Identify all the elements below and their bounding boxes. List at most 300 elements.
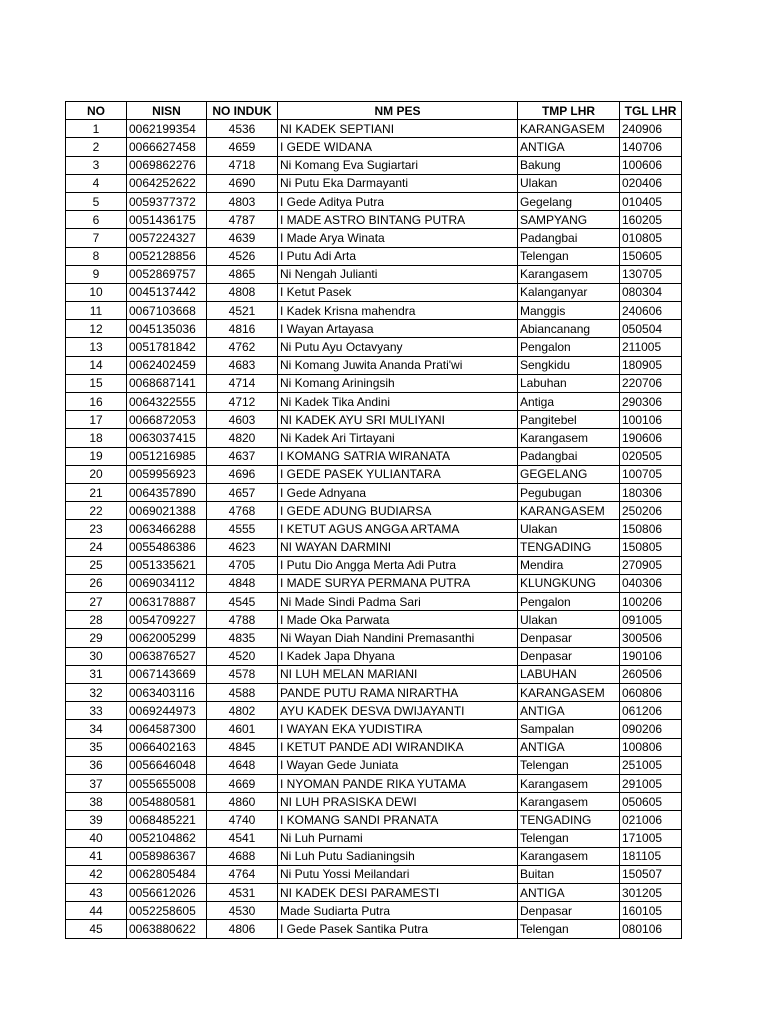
cell-tmp-lhr: Telengan xyxy=(518,829,620,847)
cell-no: 7 xyxy=(66,229,127,247)
cell-no-induk: 4806 xyxy=(207,920,278,938)
cell-tgl-lhr: 240906 xyxy=(620,120,682,138)
cell-no-induk: 4705 xyxy=(207,556,278,574)
table-row xyxy=(66,192,682,210)
cell-no: 36 xyxy=(66,756,127,774)
cell-nisn: 0055655008 xyxy=(127,774,207,792)
cell-nm-pes: AYU KADEK DESVA DWIJAYANTI xyxy=(278,702,518,720)
cell-nm-pes: I Gede Aditya Putra xyxy=(278,192,518,210)
table-row xyxy=(66,574,682,592)
table-row xyxy=(66,593,682,611)
table-row xyxy=(66,411,682,429)
cell-no: 32 xyxy=(66,684,127,702)
cell-tmp-lhr: Ulakan xyxy=(518,520,620,538)
cell-nisn: 0052104862 xyxy=(127,829,207,847)
cell-tgl-lhr: 290306 xyxy=(620,393,682,411)
cell-no-induk: 4520 xyxy=(207,647,278,665)
cell-tgl-lhr: 010405 xyxy=(620,192,682,210)
table-row xyxy=(66,738,682,756)
table-row xyxy=(66,647,682,665)
cell-tgl-lhr: 251005 xyxy=(620,756,682,774)
cell-nisn: 0064587300 xyxy=(127,720,207,738)
cell-tmp-lhr: Pengalon xyxy=(518,593,620,611)
cell-no-induk: 4688 xyxy=(207,847,278,865)
cell-no-induk: 4536 xyxy=(207,120,278,138)
cell-nm-pes: NI KADEK SEPTIANI xyxy=(278,120,518,138)
cell-no-induk: 4714 xyxy=(207,374,278,392)
cell-nisn: 0056646048 xyxy=(127,756,207,774)
cell-no-induk: 4787 xyxy=(207,211,278,229)
cell-tmp-lhr: Karangasem xyxy=(518,793,620,811)
table-row xyxy=(66,356,682,374)
cell-tmp-lhr: ANTIGA xyxy=(518,884,620,902)
cell-no: 13 xyxy=(66,338,127,356)
cell-no: 33 xyxy=(66,702,127,720)
cell-no: 29 xyxy=(66,629,127,647)
cell-no: 37 xyxy=(66,774,127,792)
cell-tgl-lhr: 150806 xyxy=(620,520,682,538)
cell-tgl-lhr: 060806 xyxy=(620,684,682,702)
cell-no: 39 xyxy=(66,811,127,829)
table-row xyxy=(66,211,682,229)
cell-no-induk: 4659 xyxy=(207,138,278,156)
cell-tmp-lhr: Denpasar xyxy=(518,647,620,665)
cell-tmp-lhr: Buitan xyxy=(518,865,620,883)
cell-nisn: 0051436175 xyxy=(127,211,207,229)
table-row xyxy=(66,283,682,301)
cell-tgl-lhr: 100106 xyxy=(620,411,682,429)
cell-nm-pes: I Gede Adnyana xyxy=(278,483,518,501)
cell-nisn: 0059377372 xyxy=(127,192,207,210)
cell-no: 35 xyxy=(66,738,127,756)
cell-nm-pes: I GEDE ADUNG BUDIARSA xyxy=(278,502,518,520)
cell-tgl-lhr: 020406 xyxy=(620,174,682,192)
cell-nm-pes: I Gede Pasek Santika Putra xyxy=(278,920,518,938)
cell-nm-pes: I GEDE PASEK YULIANTARA xyxy=(278,465,518,483)
cell-tmp-lhr: Gegelang xyxy=(518,192,620,210)
header-nm-pes: NM PES xyxy=(278,102,518,120)
cell-no-induk: 4865 xyxy=(207,265,278,283)
cell-no: 30 xyxy=(66,647,127,665)
cell-tmp-lhr: Karangasem xyxy=(518,265,620,283)
cell-nisn: 0068485221 xyxy=(127,811,207,829)
cell-no: 6 xyxy=(66,211,127,229)
cell-no-induk: 4530 xyxy=(207,902,278,920)
cell-tmp-lhr: Karangasem xyxy=(518,774,620,792)
cell-nm-pes: Ni Putu Yossi Meilandari xyxy=(278,865,518,883)
cell-tgl-lhr: 020505 xyxy=(620,447,682,465)
cell-tgl-lhr: 291005 xyxy=(620,774,682,792)
cell-nisn: 0063466288 xyxy=(127,520,207,538)
table-row xyxy=(66,847,682,865)
cell-tgl-lhr: 220706 xyxy=(620,374,682,392)
table-row xyxy=(66,138,682,156)
cell-nisn: 0064322555 xyxy=(127,393,207,411)
cell-nm-pes: I NYOMAN PANDE RIKA YUTAMA xyxy=(278,774,518,792)
cell-tgl-lhr: 040306 xyxy=(620,574,682,592)
table-row xyxy=(66,811,682,829)
cell-no-induk: 4808 xyxy=(207,283,278,301)
cell-nisn: 0054880581 xyxy=(127,793,207,811)
cell-no: 24 xyxy=(66,538,127,556)
cell-tgl-lhr: 050504 xyxy=(620,320,682,338)
cell-tmp-lhr: Denpasar xyxy=(518,629,620,647)
cell-tmp-lhr: LABUHAN xyxy=(518,665,620,683)
cell-tgl-lhr: 160205 xyxy=(620,211,682,229)
cell-tmp-lhr: Padangbai xyxy=(518,447,620,465)
table-row xyxy=(66,702,682,720)
cell-nm-pes: I Putu Dio Angga Merta Adi Putra xyxy=(278,556,518,574)
cell-nm-pes: I Ketut Pasek xyxy=(278,283,518,301)
cell-tmp-lhr: SAMPYANG xyxy=(518,211,620,229)
cell-tmp-lhr: ANTIGA xyxy=(518,138,620,156)
table-row xyxy=(66,793,682,811)
cell-nm-pes: I KOMANG SANDI PRANATA xyxy=(278,811,518,829)
cell-no-induk: 4669 xyxy=(207,774,278,792)
cell-nm-pes: NI LUH MELAN MARIANI xyxy=(278,665,518,683)
cell-nm-pes: NI LUH PRASISKA DEWI xyxy=(278,793,518,811)
table-row xyxy=(66,338,682,356)
cell-tmp-lhr: Pangitebel xyxy=(518,411,620,429)
cell-nm-pes: Ni Komang Ariningsih xyxy=(278,374,518,392)
cell-tmp-lhr: Antiga xyxy=(518,393,620,411)
cell-no: 25 xyxy=(66,556,127,574)
cell-no-induk: 4820 xyxy=(207,429,278,447)
cell-no: 21 xyxy=(66,483,127,501)
cell-no-induk: 4526 xyxy=(207,247,278,265)
cell-tmp-lhr: Telengan xyxy=(518,756,620,774)
cell-tmp-lhr: Padangbai xyxy=(518,229,620,247)
cell-nisn: 0057224327 xyxy=(127,229,207,247)
cell-tmp-lhr: ANTIGA xyxy=(518,738,620,756)
cell-tgl-lhr: 150507 xyxy=(620,865,682,883)
cell-nisn: 0052258605 xyxy=(127,902,207,920)
cell-no: 34 xyxy=(66,720,127,738)
cell-tgl-lhr: 100705 xyxy=(620,465,682,483)
cell-no-induk: 4788 xyxy=(207,611,278,629)
cell-nm-pes: I Made Oka Parwata xyxy=(278,611,518,629)
cell-nm-pes: I KOMANG SATRIA WIRANATA xyxy=(278,447,518,465)
header-tgl-lhr: TGL LHR xyxy=(620,102,682,120)
cell-no-induk: 4521 xyxy=(207,302,278,320)
cell-no-induk: 4639 xyxy=(207,229,278,247)
cell-tmp-lhr: Karangasem xyxy=(518,429,620,447)
cell-nm-pes: NI KADEK DESI PARAMESTI xyxy=(278,884,518,902)
cell-nisn: 0062402459 xyxy=(127,356,207,374)
cell-tgl-lhr: 100606 xyxy=(620,156,682,174)
header-nisn: NISN xyxy=(127,102,207,120)
cell-tgl-lhr: 010805 xyxy=(620,229,682,247)
table-row xyxy=(66,374,682,392)
table-row xyxy=(66,665,682,683)
cell-no: 28 xyxy=(66,611,127,629)
cell-nm-pes: I Wayan Gede Juniata xyxy=(278,756,518,774)
cell-tmp-lhr: Manggis xyxy=(518,302,620,320)
cell-nm-pes: I KETUT PANDE ADI WIRANDIKA xyxy=(278,738,518,756)
table-row xyxy=(66,302,682,320)
cell-no: 27 xyxy=(66,593,127,611)
cell-tgl-lhr: 190606 xyxy=(620,429,682,447)
cell-no-induk: 4848 xyxy=(207,574,278,592)
cell-nm-pes: NI KADEK AYU SRI MULIYANI xyxy=(278,411,518,429)
cell-nisn: 0063880622 xyxy=(127,920,207,938)
cell-nisn: 0067143669 xyxy=(127,665,207,683)
cell-no: 19 xyxy=(66,447,127,465)
student-table xyxy=(65,101,682,939)
cell-no-induk: 4648 xyxy=(207,756,278,774)
cell-tmp-lhr: Sampalan xyxy=(518,720,620,738)
cell-tgl-lhr: 090206 xyxy=(620,720,682,738)
cell-no-induk: 4683 xyxy=(207,356,278,374)
cell-tmp-lhr: Karangasem xyxy=(518,847,620,865)
cell-no-induk: 4657 xyxy=(207,483,278,501)
table-row xyxy=(66,447,682,465)
cell-no-induk: 4718 xyxy=(207,156,278,174)
cell-no-induk: 4601 xyxy=(207,720,278,738)
cell-nisn: 0066402163 xyxy=(127,738,207,756)
cell-nm-pes: Ni Made Sindi Padma Sari xyxy=(278,593,518,611)
cell-tgl-lhr: 140706 xyxy=(620,138,682,156)
table-row xyxy=(66,829,682,847)
cell-no-induk: 4545 xyxy=(207,593,278,611)
table-row xyxy=(66,720,682,738)
cell-no: 26 xyxy=(66,574,127,592)
cell-tgl-lhr: 100806 xyxy=(620,738,682,756)
cell-nm-pes: I GEDE WIDANA xyxy=(278,138,518,156)
cell-no-induk: 4762 xyxy=(207,338,278,356)
cell-no: 5 xyxy=(66,192,127,210)
cell-no-induk: 4555 xyxy=(207,520,278,538)
table-row xyxy=(66,156,682,174)
cell-no-induk: 4768 xyxy=(207,502,278,520)
cell-nisn: 0051216985 xyxy=(127,447,207,465)
header-tmp-lhr: TMP LHR xyxy=(518,102,620,120)
cell-tgl-lhr: 150805 xyxy=(620,538,682,556)
cell-nisn: 0045135036 xyxy=(127,320,207,338)
cell-no-induk: 4740 xyxy=(207,811,278,829)
table-row xyxy=(66,393,682,411)
cell-tmp-lhr: TENGADING xyxy=(518,811,620,829)
cell-nm-pes: I KETUT AGUS ANGGA ARTAMA xyxy=(278,520,518,538)
cell-no: 43 xyxy=(66,884,127,902)
cell-nm-pes: I Kadek Krisna mahendra xyxy=(278,302,518,320)
cell-tgl-lhr: 050605 xyxy=(620,793,682,811)
cell-no: 11 xyxy=(66,302,127,320)
cell-nisn: 0058986367 xyxy=(127,847,207,865)
cell-tgl-lhr: 250206 xyxy=(620,502,682,520)
cell-nisn: 0067103668 xyxy=(127,302,207,320)
cell-no-induk: 4802 xyxy=(207,702,278,720)
cell-tmp-lhr: GEGELANG xyxy=(518,465,620,483)
cell-tmp-lhr: Ulakan xyxy=(518,611,620,629)
cell-tmp-lhr: Telengan xyxy=(518,247,620,265)
cell-nisn: 0064252622 xyxy=(127,174,207,192)
cell-nm-pes: Ni Wayan Diah Nandini Premasanthi xyxy=(278,629,518,647)
table-row xyxy=(66,483,682,501)
cell-no: 1 xyxy=(66,120,127,138)
cell-tmp-lhr: Ulakan xyxy=(518,174,620,192)
cell-no-induk: 4835 xyxy=(207,629,278,647)
table-row xyxy=(66,429,682,447)
cell-nm-pes: I Wayan Artayasa xyxy=(278,320,518,338)
table-row xyxy=(66,611,682,629)
cell-tmp-lhr: Mendira xyxy=(518,556,620,574)
cell-nisn: 0052128856 xyxy=(127,247,207,265)
cell-tmp-lhr: KARANGASEM xyxy=(518,120,620,138)
table-row xyxy=(66,556,682,574)
table-row xyxy=(66,520,682,538)
cell-no: 44 xyxy=(66,902,127,920)
cell-nisn: 0059956923 xyxy=(127,465,207,483)
cell-nisn: 0062005299 xyxy=(127,629,207,647)
table-row xyxy=(66,538,682,556)
cell-no-induk: 4845 xyxy=(207,738,278,756)
cell-tmp-lhr: Denpasar xyxy=(518,902,620,920)
cell-tgl-lhr: 300506 xyxy=(620,629,682,647)
cell-nisn: 0045137442 xyxy=(127,283,207,301)
cell-tgl-lhr: 160105 xyxy=(620,902,682,920)
cell-tgl-lhr: 171005 xyxy=(620,829,682,847)
table-row xyxy=(66,865,682,883)
cell-tgl-lhr: 211005 xyxy=(620,338,682,356)
cell-nisn: 0051335621 xyxy=(127,556,207,574)
cell-no-induk: 4764 xyxy=(207,865,278,883)
cell-no-induk: 4603 xyxy=(207,411,278,429)
table-row xyxy=(66,247,682,265)
cell-nm-pes: NI WAYAN DARMINI xyxy=(278,538,518,556)
cell-no-induk: 4623 xyxy=(207,538,278,556)
cell-nm-pes: Ni Kadek Tika Andini xyxy=(278,393,518,411)
cell-nm-pes: Ni Nengah Julianti xyxy=(278,265,518,283)
cell-nisn: 0052869757 xyxy=(127,265,207,283)
cell-no: 3 xyxy=(66,156,127,174)
cell-tgl-lhr: 061206 xyxy=(620,702,682,720)
cell-no: 10 xyxy=(66,283,127,301)
cell-tmp-lhr: TENGADING xyxy=(518,538,620,556)
cell-nisn: 0069021388 xyxy=(127,502,207,520)
cell-no: 45 xyxy=(66,920,127,938)
cell-nisn: 0063037415 xyxy=(127,429,207,447)
cell-no-induk: 4803 xyxy=(207,192,278,210)
cell-no: 14 xyxy=(66,356,127,374)
cell-no: 16 xyxy=(66,393,127,411)
cell-nm-pes: Ni Kadek Ari Tirtayani xyxy=(278,429,518,447)
table-row xyxy=(66,320,682,338)
cell-nisn: 0055486386 xyxy=(127,538,207,556)
cell-tmp-lhr: Pegubugan xyxy=(518,483,620,501)
cell-nisn: 0063876527 xyxy=(127,647,207,665)
cell-tgl-lhr: 180905 xyxy=(620,356,682,374)
cell-tgl-lhr: 190106 xyxy=(620,647,682,665)
cell-no: 17 xyxy=(66,411,127,429)
cell-tmp-lhr: Bakung xyxy=(518,156,620,174)
cell-no: 4 xyxy=(66,174,127,192)
cell-no: 9 xyxy=(66,265,127,283)
cell-nisn: 0056612026 xyxy=(127,884,207,902)
cell-nm-pes: I Putu Adi Arta xyxy=(278,247,518,265)
cell-no-induk: 4578 xyxy=(207,665,278,683)
cell-nm-pes: Ni Luh Purnami xyxy=(278,829,518,847)
cell-nisn: 0054709227 xyxy=(127,611,207,629)
table-row xyxy=(66,884,682,902)
cell-nisn: 0062199354 xyxy=(127,120,207,138)
table-header-row xyxy=(66,102,682,120)
cell-tgl-lhr: 260506 xyxy=(620,665,682,683)
cell-no-induk: 4712 xyxy=(207,393,278,411)
table-row xyxy=(66,629,682,647)
table-row xyxy=(66,265,682,283)
cell-tmp-lhr: Sengkidu xyxy=(518,356,620,374)
cell-no: 2 xyxy=(66,138,127,156)
cell-no-induk: 4690 xyxy=(207,174,278,192)
cell-no: 38 xyxy=(66,793,127,811)
cell-nisn: 0062805484 xyxy=(127,865,207,883)
cell-nm-pes: I MADE ASTRO BINTANG PUTRA xyxy=(278,211,518,229)
cell-no: 8 xyxy=(66,247,127,265)
cell-tmp-lhr: Abiancanang xyxy=(518,320,620,338)
cell-tgl-lhr: 130705 xyxy=(620,265,682,283)
cell-nisn: 0064357890 xyxy=(127,483,207,501)
cell-tmp-lhr: KARANGASEM xyxy=(518,502,620,520)
cell-tgl-lhr: 150605 xyxy=(620,247,682,265)
table-body xyxy=(66,120,682,938)
cell-tmp-lhr: Pengalon xyxy=(518,338,620,356)
cell-no-induk: 4860 xyxy=(207,793,278,811)
cell-nisn: 0068687141 xyxy=(127,374,207,392)
cell-tgl-lhr: 091005 xyxy=(620,611,682,629)
cell-no-induk: 4816 xyxy=(207,320,278,338)
cell-tgl-lhr: 301205 xyxy=(620,884,682,902)
cell-no: 20 xyxy=(66,465,127,483)
cell-no: 12 xyxy=(66,320,127,338)
cell-no: 40 xyxy=(66,829,127,847)
cell-tgl-lhr: 080106 xyxy=(620,920,682,938)
table-row xyxy=(66,756,682,774)
cell-no: 31 xyxy=(66,665,127,683)
table-row xyxy=(66,502,682,520)
cell-nisn: 0063178887 xyxy=(127,593,207,611)
cell-tgl-lhr: 021006 xyxy=(620,811,682,829)
cell-no-induk: 4588 xyxy=(207,684,278,702)
cell-no: 23 xyxy=(66,520,127,538)
header-no-induk: NO INDUK xyxy=(207,102,278,120)
cell-nm-pes: Ni Luh Putu Sadianingsih xyxy=(278,847,518,865)
cell-no: 42 xyxy=(66,865,127,883)
cell-tmp-lhr: KARANGASEM xyxy=(518,684,620,702)
cell-nisn: 0063403116 xyxy=(127,684,207,702)
cell-nm-pes: Made Sudiarta Putra xyxy=(278,902,518,920)
cell-tgl-lhr: 270905 xyxy=(620,556,682,574)
cell-nm-pes: Ni Putu Ayu Octavyany xyxy=(278,338,518,356)
cell-nm-pes: PANDE PUTU RAMA NIRARTHA xyxy=(278,684,518,702)
cell-tmp-lhr: ANTIGA xyxy=(518,702,620,720)
cell-tmp-lhr: Kalanganyar xyxy=(518,283,620,301)
cell-tgl-lhr: 080304 xyxy=(620,283,682,301)
cell-nm-pes: I MADE SURYA PERMANA PUTRA xyxy=(278,574,518,592)
cell-nisn: 0066627458 xyxy=(127,138,207,156)
cell-nisn: 0069862276 xyxy=(127,156,207,174)
header-no: NO xyxy=(66,102,127,120)
cell-tgl-lhr: 181105 xyxy=(620,847,682,865)
cell-tmp-lhr: Labuhan xyxy=(518,374,620,392)
cell-nisn: 0066872053 xyxy=(127,411,207,429)
cell-tgl-lhr: 180306 xyxy=(620,483,682,501)
cell-no: 18 xyxy=(66,429,127,447)
cell-no-induk: 4696 xyxy=(207,465,278,483)
table-row xyxy=(66,174,682,192)
cell-nm-pes: Ni Komang Juwita Ananda Prati'wi xyxy=(278,356,518,374)
cell-nisn: 0069244973 xyxy=(127,702,207,720)
